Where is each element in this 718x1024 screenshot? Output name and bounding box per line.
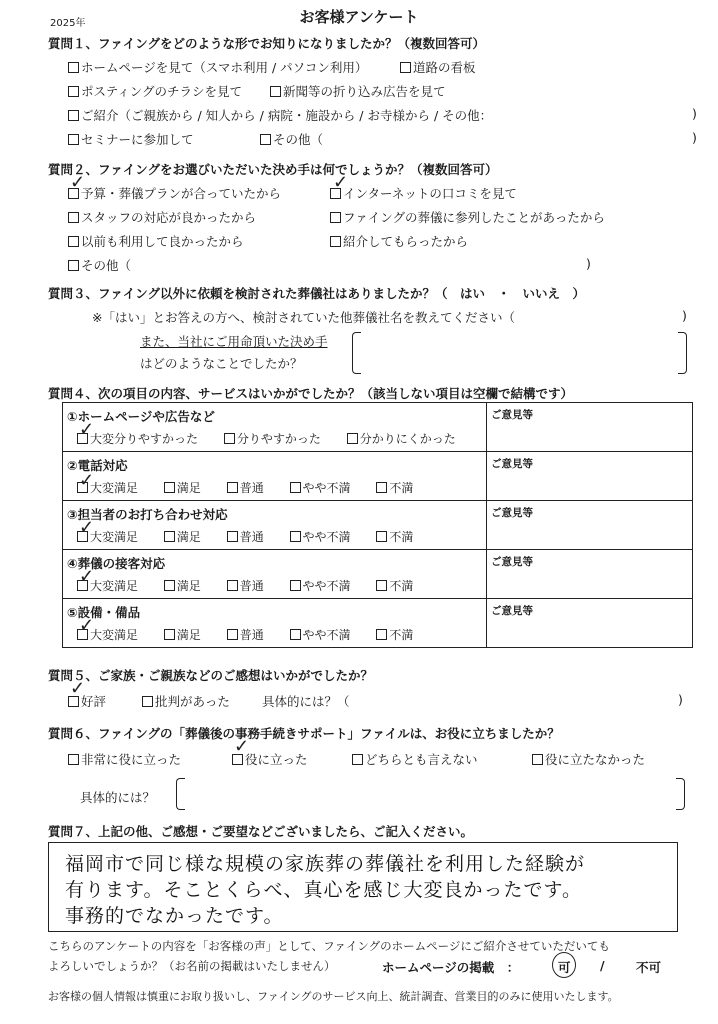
q2-option-staff[interactable]: スタッフの対応が良かったから: [68, 208, 256, 226]
q4-consult-very-satisfied[interactable]: 大変満足: [77, 530, 138, 544]
q1-option-homepage[interactable]: ホームページを見て（スマホ利用 / パソコン利用）: [68, 58, 367, 76]
q2-budget-check-mark: ✓: [70, 172, 86, 193]
q2-option-budget[interactable]: 予算・葬儀プランが合っていたから: [68, 184, 281, 202]
q4-phone-check-mark: ✓: [79, 470, 95, 491]
q4-consult-check-mark: ✓: [79, 517, 95, 538]
q3-title: 質問３、ファイング以外に依頼を検討された葬儀社はありましたか？（ はい ・ いいえ ）: [48, 286, 586, 301]
q4-comment-label: ご意見等: [491, 556, 533, 568]
q4-phone-dissatisfied[interactable]: 不満: [376, 481, 413, 495]
q1-other-close: ): [692, 130, 697, 145]
q4-facility-very-satisfied[interactable]: 大変満足: [77, 628, 138, 642]
q6-useful-check-mark: ✓: [234, 736, 250, 757]
footer-publish-slash: /: [600, 958, 605, 973]
q7-title: 質問７、上記の他、ご感想・ご要望などございましたら、ご記入ください。: [48, 824, 474, 839]
q4-service-satisfied[interactable]: 満足: [164, 579, 201, 593]
q7-handwriting-line1: 福岡市で同じ様な規模の家族葬の葬儀社を利用した経験が: [65, 853, 586, 875]
footer-consent-line1: こちらのアンケートの内容を「お客様の声」として、ファイングのホームページにご紹介させていただいても: [48, 939, 610, 953]
q4-row-title: ③担当者のお打ち合わせ対応: [67, 507, 228, 522]
q7-handwriting-line3: 事務的でなかったです。: [65, 905, 284, 927]
q2-internet-check-mark: ✓: [333, 172, 349, 193]
q5-title: 質問５、ご家族・ご親族などのご感想はいかがでしたか？: [48, 668, 374, 683]
footer-publish-yes[interactable]: 可: [558, 960, 571, 975]
q4-facility-check-mark: ✓: [79, 615, 95, 636]
q2-option-other[interactable]: その他（: [68, 256, 131, 274]
q1-option-referral[interactable]: ご紹介（ご親族から / 知人から / 病院・施設から / お寺様から / その他：: [68, 106, 492, 124]
q4-service-very-satisfied[interactable]: 大変満足: [77, 579, 138, 593]
q5-favorable-check-mark: ✓: [70, 678, 86, 699]
q4-homepage-clear[interactable]: 分りやすかった: [224, 432, 321, 446]
q6-title: 質問６、ファイングの「葬儀後の事務手続きサポート」ファイルは、お役に立ちましたか？: [48, 726, 560, 741]
q4-row-homepage: [63, 403, 693, 452]
q3-decide-line2: はどのようなことでしたか？: [140, 356, 303, 371]
q4-homepage-unclear[interactable]: 分かりにくかった: [347, 432, 456, 446]
q4-comment-label: ご意見等: [491, 409, 533, 421]
q4-service-dissatisfied[interactable]: 不満: [376, 579, 413, 593]
page-title: お客様アンケート: [299, 8, 419, 26]
q6-option-useful[interactable]: 役に立った: [232, 750, 308, 768]
q4-phone-very-satisfied[interactable]: 大変満足: [77, 481, 138, 495]
footer-privacy-note: お客様の個人情報は慎重にお取り扱いし、ファイングのサービス向上、統計調査、営業目的のみに使用いたします。: [48, 990, 619, 1003]
q4-facility-slightly-dissatisfied[interactable]: やや不満: [290, 628, 351, 642]
q4-row-title: ①ホームページや広告など: [67, 409, 215, 424]
q4-homepage-very-clear[interactable]: 大変分りやすかった: [77, 432, 198, 446]
q5-detail-label: 具体的には？（: [262, 694, 350, 709]
footer-yes-circle-mark: [552, 952, 576, 978]
q4-phone-normal[interactable]: 普通: [227, 481, 264, 495]
q4-row-facilities: [63, 599, 693, 648]
q1-option-seminar[interactable]: セミナーに参加して: [68, 130, 194, 148]
q6-option-not-useful[interactable]: 役に立たなかった: [532, 750, 645, 768]
q2-other-close: ): [586, 256, 591, 271]
q7-answer-box[interactable]: [48, 842, 678, 932]
q1-referral-close: ): [692, 106, 697, 121]
footer-consent-line2: よろしいでしょうか？（お名前の掲載はいたしません）: [48, 959, 336, 973]
q5-option-favorable[interactable]: 好評: [68, 692, 106, 710]
q1-option-newspaper-insert[interactable]: 新聞等の折り込み広告を見て: [270, 82, 446, 100]
q4-title: 質問４、次の項目の内容、サービスはいかがでしたか？（該当しない項目は空欄で結構です）: [48, 386, 574, 401]
q5-option-criticism[interactable]: 批判があった: [142, 692, 230, 710]
q4-facility-dissatisfied[interactable]: 不満: [376, 628, 413, 642]
footer-publish-no[interactable]: 不可: [636, 960, 662, 975]
q7-handwriting-line2: 有ります。そことくらべ、真心を感じ大変良かったです。: [65, 879, 582, 901]
q4-row-phone: [63, 452, 693, 501]
q4-homepage-check-mark: ✓: [79, 419, 95, 440]
q2-option-attended-funeral[interactable]: ファイングの葬儀に参列したことがあったから: [330, 208, 605, 226]
footer-publish-label: ホームページの掲載 ：: [382, 960, 520, 975]
q4-service-slightly-dissatisfied[interactable]: やや不満: [290, 579, 351, 593]
q3-note-close: ): [682, 308, 687, 323]
q2-option-internet-reviews[interactable]: インターネットの口コミを見て: [330, 184, 517, 202]
q6-bracket-right: [676, 778, 685, 810]
q1-option-signboard[interactable]: 道路の看板: [400, 58, 476, 76]
q4-consult-dissatisfied[interactable]: 不満: [376, 530, 413, 544]
q2-title: 質問２、ファイングをお選びいただいた決め手は何でしょうか？（複数回答可）: [48, 162, 498, 177]
q4-phone-slightly-dissatisfied[interactable]: やや不満: [290, 481, 351, 495]
q4-row-consultation: [63, 501, 693, 550]
q2-option-used-before[interactable]: 以前も利用して良かったから: [68, 232, 244, 250]
q4-row-title: ⑤設備・備品: [67, 605, 141, 620]
q4-row-title: ④葬儀の接客対応: [67, 556, 166, 571]
q3-note: ※「はい」とお答えの方へ、検討されていた他葬儀社名を教えてください（: [92, 310, 515, 325]
q2-option-introduced[interactable]: 紹介してもらったから: [330, 232, 468, 250]
q4-consult-slightly-dissatisfied[interactable]: やや不満: [290, 530, 351, 544]
q3-decide-line1: また、当社にご用命頂いた決め手: [140, 334, 328, 349]
q4-comment-label: ご意見等: [491, 507, 533, 519]
q3-bracket-left: [352, 332, 361, 374]
q6-option-very-useful[interactable]: 非常に役に立った: [68, 750, 181, 768]
q4-rating-table: [62, 402, 693, 648]
q5-detail-close: ): [678, 692, 683, 707]
q4-phone-satisfied[interactable]: 満足: [164, 481, 201, 495]
q1-option-posting-flyer[interactable]: ポスティングのチラシを見て: [68, 82, 242, 100]
q3-bracket-right: [678, 332, 687, 374]
q4-service-normal[interactable]: 普通: [227, 579, 264, 593]
q4-facility-normal[interactable]: 普通: [227, 628, 264, 642]
q4-row-title: ②電話対応: [67, 458, 128, 473]
q4-facility-satisfied[interactable]: 満足: [164, 628, 201, 642]
year-label: 2025年: [50, 18, 86, 29]
q4-service-check-mark: ✓: [79, 566, 95, 587]
q4-consult-satisfied[interactable]: 満足: [164, 530, 201, 544]
q4-consult-normal[interactable]: 普通: [227, 530, 264, 544]
q6-bracket-left: [176, 778, 185, 810]
q4-comment-label: ご意見等: [491, 458, 533, 470]
q4-comment-label: ご意見等: [491, 605, 533, 617]
q4-row-funeral-service: [63, 550, 693, 599]
q1-option-other[interactable]: その他（: [260, 130, 323, 148]
q1-title: 質問１、ファイングをどのような形でお知りになりましたか？（複数回答可）: [48, 36, 486, 51]
q6-detail-label: 具体的には？: [80, 790, 156, 805]
q6-option-neutral[interactable]: どちらとも言えない: [352, 750, 478, 768]
